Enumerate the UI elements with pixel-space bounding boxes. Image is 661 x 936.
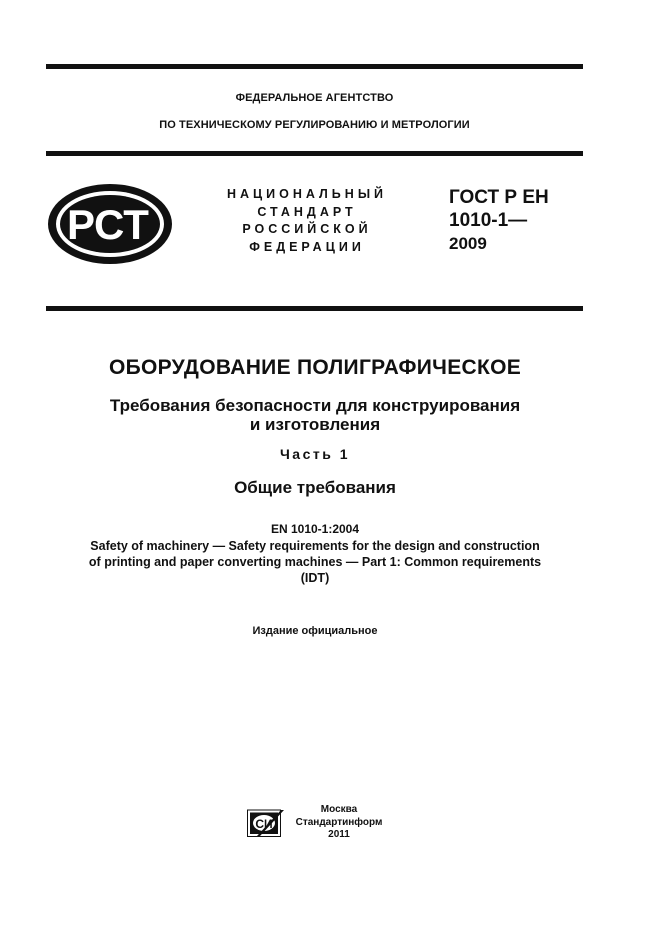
standard-type-line: НАЦИОНАЛЬНЫЙ: [226, 187, 388, 201]
rst-certification-mark-icon: [46, 182, 174, 271]
standartinform-logo-text: СИ: [255, 817, 273, 831]
publisher-name: Стандартинформ: [295, 816, 383, 828]
rst-logo-text: РСТ: [67, 201, 149, 248]
subtitle-line-2: и изготовления: [249, 415, 381, 434]
publisher-city: Москва: [320, 804, 358, 815]
subtitle-line-1: Требования безопасности для конструирования: [109, 396, 521, 415]
standard-type: [218, 186, 396, 256]
standard-code-line-1: ГОСТ Р ЕН: [449, 187, 549, 208]
standard-type-line: ФЕДЕРАЦИИ: [249, 239, 365, 254]
part-number: Часть 1: [279, 446, 351, 462]
header-rule: [46, 151, 583, 156]
en-title-line-1: Safety of machinery — Safety requirements for the design and construction: [90, 539, 540, 553]
document-title: ОБОРУДОВАНИЕ ПОЛИГРАФИЧЕСКОЕ: [108, 356, 522, 379]
standard-code-year: 2009: [449, 234, 487, 253]
section-rule: [46, 306, 583, 311]
standard-type-line: РОССИЙСКОЙ: [242, 222, 372, 236]
international-standard-title: [40, 538, 590, 586]
publisher-block: [294, 804, 384, 842]
standard-code: [449, 186, 549, 255]
agency-line-2: ПО ТЕХНИЧЕСКОМУ РЕГУЛИРОВАНИЮ И МЕТРОЛОГИИ: [159, 119, 470, 131]
edition-label: Издание официальное: [252, 625, 378, 637]
top-rule: [46, 64, 583, 69]
agency-line-1: ФЕДЕРАЛЬНОЕ АГЕНТСТВО: [235, 92, 394, 104]
en-title-line-2: of printing and paper converting machines — Part 1: Common requirements: [88, 555, 542, 569]
standard-type-line: СТАНДАРТ: [257, 204, 357, 219]
standard-code-line-2: 1010-1—: [449, 210, 528, 231]
standartinform-logo-icon: [247, 807, 285, 842]
part-title: Общие требования: [234, 478, 396, 497]
document-subtitle: [40, 396, 590, 434]
en-title-line-3: (IDT): [300, 571, 330, 585]
international-standard-code: EN 1010-1:2004: [270, 522, 360, 536]
publication-year: 2011: [328, 829, 350, 840]
